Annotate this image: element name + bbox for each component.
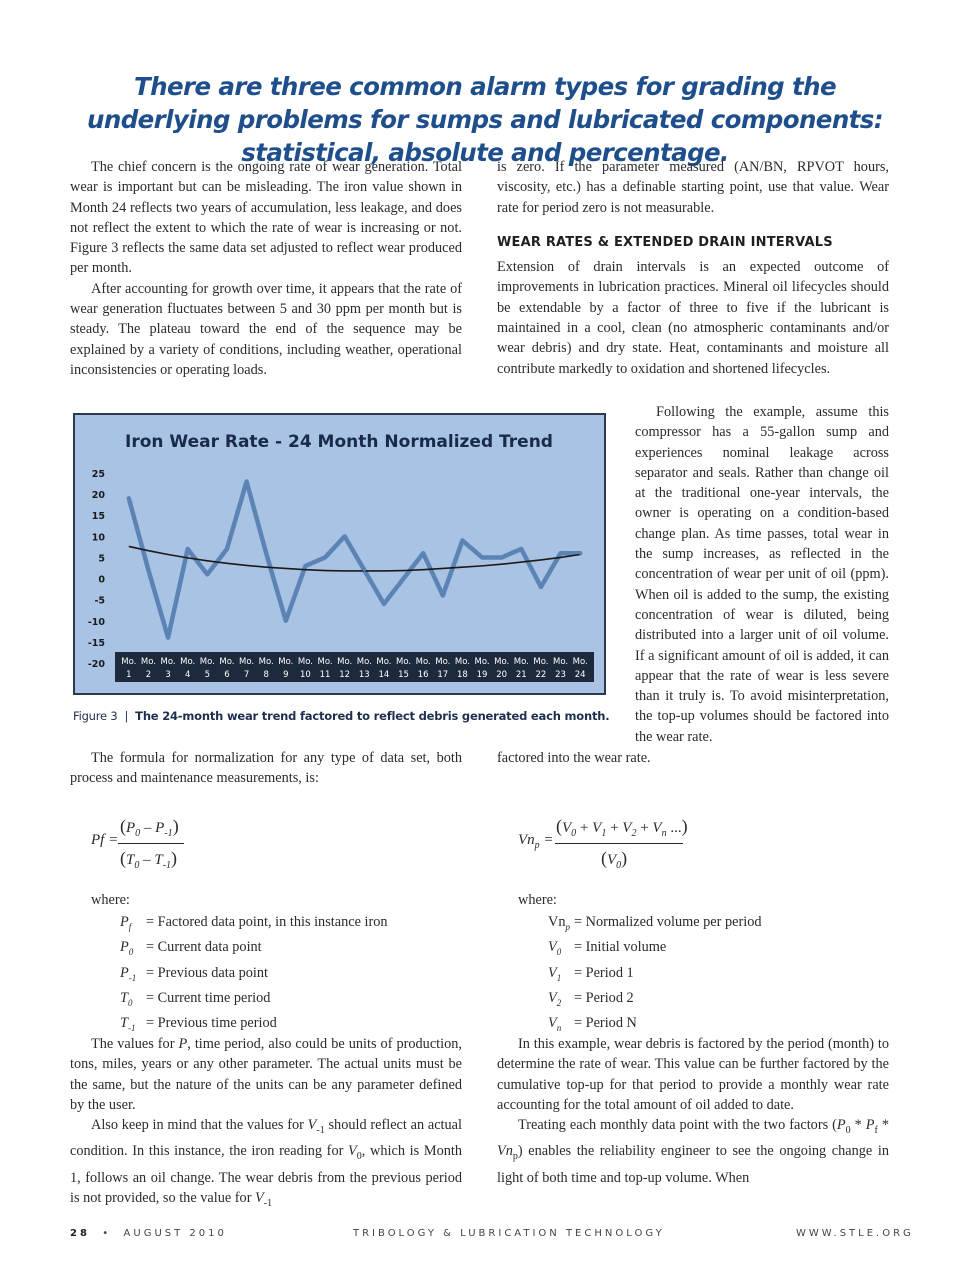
x-tick-label: 6 (224, 670, 230, 680)
caption-separator: | (124, 709, 129, 723)
data-point (382, 602, 385, 605)
section-heading: WEAR RATES & EXTENDED DRAIN INTERVALS (497, 234, 833, 250)
paragraph: Also keep in mind that the values for $V_{-1}$ should reflect an actual condition. In this instance, the iron reading for $V_0$, which is Month 1, follows an oil change. The wear debris from the previous period is not provided, so the value for $V_{-1}$ (70, 1117, 462, 1209)
data-point (481, 556, 484, 559)
data-point (363, 569, 366, 572)
paragraph: The formula for normalization for any type of data set, both process and maintenance measurements, is: (70, 750, 462, 787)
data-point (579, 552, 582, 555)
x-tick-label: 8 (263, 670, 269, 680)
y-tick-label: -5 (94, 595, 105, 607)
x-tick-label: Mo. (180, 657, 196, 667)
paragraph: factored into the wear rate. (497, 750, 651, 766)
definition-row: $V_1$ = Period 1 (548, 964, 634, 983)
footer-publication: TRIBOLOGY & LUBRICATION TECHNOLOGY (353, 1228, 665, 1239)
fraction-line (555, 843, 683, 844)
y-tick-label: 15 (91, 511, 105, 523)
x-tick-label: Mo. (199, 657, 215, 667)
x-tick-label: 24 (574, 670, 586, 680)
right-column-bottom (497, 1034, 889, 1188)
x-tick-label: 19 (476, 670, 488, 680)
x-tick-label: 12 (339, 670, 351, 680)
x-tick-label: 4 (184, 670, 191, 680)
x-tick-label: 2 (145, 670, 152, 680)
page-number: 28 (70, 1228, 90, 1239)
left-column-bottom (70, 1034, 462, 1214)
footer-left (70, 1228, 227, 1239)
x-tick-label: 1 (126, 670, 132, 680)
x-tick-label: Mo. (140, 657, 156, 667)
x-tick-label: Mo. (435, 657, 451, 667)
y-tick-label: -15 (87, 637, 105, 649)
data-point (284, 619, 287, 622)
paragraph: The chief concern is the ongoing rate of wear generation. Total wear is important but can be misleading. The iron value shown in Month 24 reflects two years of accumulation, less leakage, and does not reflect the extent to which the rate of wear is increasing or not. Figure 3 reflects the same data set adjusted to reflect wear produced per month. (70, 159, 462, 277)
x-tick-label: 15 (398, 670, 409, 680)
right-definitions (548, 912, 762, 1038)
x-tick-label: Mo. (454, 657, 470, 667)
paragraph: Following the example, assume this compressor has a 55-gallon sump and experiences nominal leakage across separator and seals. Rather than change oil at the traditional one-year intervals, the owner is operating on a condition-based change plan. As time passes, total wear in the sump increases, as reflected in the concentration of wear per unit of oil (ppm). When oil is added to the sump, the existing concentration of wear is diluted, being distributed into a larger unit of oil volume. If a significant amount of oil is added, it can appear that the rate of wear is less severe than it truly is. To avoid misinterpretation, the top-up volumes should be factored into the wear rate. (635, 404, 889, 745)
footer-date: AUGUST 2010 (123, 1228, 227, 1239)
x-tick-label: 10 (300, 670, 311, 680)
definition-row: $T_{-1}$ = Previous time period (120, 1015, 277, 1033)
data-point (559, 552, 562, 555)
x-tick-label: 22 (535, 670, 547, 680)
x-tick-label: Mo. (121, 657, 137, 667)
x-tick-label: Mo. (337, 657, 353, 667)
where-label: where: (91, 892, 130, 908)
data-point (324, 556, 327, 559)
x-tick-label: Mo. (258, 657, 274, 667)
right-column-top (497, 157, 889, 379)
x-tick-label: 17 (437, 670, 449, 680)
paragraph: is zero. If the parameter measured (AN/BN, RPVOT hours, viscosity, etc.) has a definable starting point, use that value. Wear rate for period zero is not measurable. (497, 159, 889, 216)
pull-quote: There are three common alarm types for grading the underlying problems for sumps and lubricated components: statistical, absolute and percentage. (87, 72, 883, 167)
data-point (225, 548, 228, 551)
data-point (245, 480, 248, 483)
formula-denominator: $(V_0)$ (601, 848, 628, 871)
definition-row: $V_0$ = Initial volume (548, 939, 667, 958)
y-tick-label: -20 (87, 659, 105, 670)
x-tick-label: 5 (204, 670, 211, 680)
x-tick-label: Mo. (317, 657, 333, 667)
x-tick-label: 11 (319, 670, 331, 680)
right-column-mid (497, 748, 889, 768)
data-point (422, 552, 425, 555)
x-tick-label: Mo. (356, 657, 372, 667)
data-point (402, 577, 405, 580)
formula-numerator: ($V_0 + V_1 + V_2 + V_n$ ...) (556, 816, 688, 839)
y-tick-label: -10 (87, 616, 105, 628)
data-point (520, 548, 523, 551)
x-tick-label: Mo. (376, 657, 392, 667)
definition-row: $P_{-1}$ = Previous data point (120, 964, 269, 983)
data-point (304, 564, 307, 567)
left-column-top (70, 157, 462, 380)
data-point (500, 556, 503, 559)
x-tick-label: Mo. (219, 657, 235, 667)
x-tick-label: 14 (378, 670, 390, 680)
x-tick-label: 7 (243, 670, 250, 680)
x-tick-label: Mo. (474, 657, 490, 667)
chart-title: Iron Wear Rate - 24 Month Normalized Trend (125, 432, 553, 452)
x-tick-label: Mo. (513, 657, 529, 667)
x-tick-label: Mo. (160, 657, 176, 667)
x-tick-label: 16 (417, 670, 429, 680)
data-point (127, 497, 130, 500)
figure-caption (73, 709, 609, 723)
x-tick-label: Mo. (396, 657, 412, 667)
x-tick-label: Mo. (415, 657, 431, 667)
x-tick-label: Mo. (239, 657, 255, 667)
definition-row: $Vn_p$ = Normalized volume per period (548, 914, 762, 932)
definition-row: $V_n$ = Period N (548, 1015, 637, 1033)
definition-row: $T_0$ = Current time period (120, 989, 271, 1008)
formula-lhs: Pf = (91, 832, 119, 848)
x-tick-label: 3 (165, 670, 171, 680)
y-tick-label: 5 (98, 553, 105, 565)
x-tick-label: 18 (457, 670, 468, 680)
data-point (147, 569, 150, 572)
left-column-mid (70, 748, 462, 789)
x-tick-label: Mo. (494, 657, 510, 667)
paragraph: Extension of drain intervals is an expected outcome of improvements in lubrication practices. Mineral oil lifecycles should be extendable by a factor of three to five if the lubricant is maintained in a cool, clean (no atmospheric contaminants and/or wear debris) and dry state. Heat, contaminants and moisture all contribute markedly to oxidation and shortened lifecycles. (497, 259, 889, 377)
y-tick-label: 25 (91, 469, 105, 480)
data-point (441, 594, 444, 597)
right-column-wrap (635, 402, 889, 747)
x-tick-label: Mo. (278, 657, 294, 667)
data-point (186, 548, 189, 551)
figure-label: Figure 3 (73, 709, 118, 723)
paragraph: The values for P, time period, also could be units of production, tons, miles, years or any other parameter. The actual units must be the same, but the nature of the units can be any parameter defined by the user. (70, 1036, 462, 1113)
chart-svg (75, 415, 604, 693)
y-tick-label: 10 (91, 532, 105, 544)
formula-denominator: $(T_0 - T_{-1})$ (120, 848, 178, 871)
formula-lhs: $Vn_p$ = (518, 832, 554, 851)
footer-url: WWW.STLE.ORG (796, 1228, 914, 1239)
data-point (265, 552, 268, 555)
where-label: where: (518, 892, 557, 908)
data-point (539, 586, 542, 589)
x-tick-label: 21 (515, 670, 527, 680)
data-point (167, 636, 170, 639)
wear-rate-chart (73, 413, 606, 695)
x-tick-label: 23 (555, 670, 566, 680)
y-tick-label: 0 (98, 574, 105, 586)
definition-row: $P_0$ = Current data point (120, 939, 262, 958)
left-definitions (120, 912, 388, 1038)
data-point (206, 573, 209, 576)
data-point (343, 535, 346, 538)
x-tick-label: Mo. (553, 657, 569, 667)
y-tick-label: 20 (91, 490, 105, 502)
fraction-line (118, 843, 184, 844)
x-tick-label: 20 (496, 670, 508, 680)
paragraph: In this example, wear debris is factored by the period (month) to determine the rate of wear. This value can be further factored by the cumulative top-up for that period to provide a monthly wear rate accounting for the total amount of oil added to date. (497, 1036, 889, 1113)
x-tick-label: 13 (358, 670, 370, 680)
paragraph: Treating each monthly data point with the two factors $(P_0 * P_f * Vn_p)$ enables the reliability engineer to see the ongoing change in light of both time and top-up volume. When (497, 1117, 890, 1186)
definition-row: $P_f$ = Factored data point, in this instance iron (120, 914, 388, 932)
footer-bullet: • (102, 1228, 112, 1239)
paragraph: After accounting for growth over time, it appears that the rate of wear generation fluctuates between 5 and 30 ppm per month but is steady. The plateau toward the end of the sequence may be explained by a variety of conditions, including weather, operational inconsistencies or operating loads. (70, 280, 462, 378)
x-tick-label: Mo. (533, 657, 549, 667)
x-tick-label: Mo. (572, 657, 588, 667)
data-point (461, 539, 464, 542)
formula-numerator: $(P_0 - P_{-1})$ (120, 816, 179, 839)
x-tick-label: 9 (283, 670, 289, 680)
caption-text: The 24-month wear trend factored to reflect debris generated each month. (135, 709, 610, 723)
x-tick-label: Mo. (297, 657, 313, 667)
definition-row: $V_2$ = Period 2 (548, 989, 634, 1008)
